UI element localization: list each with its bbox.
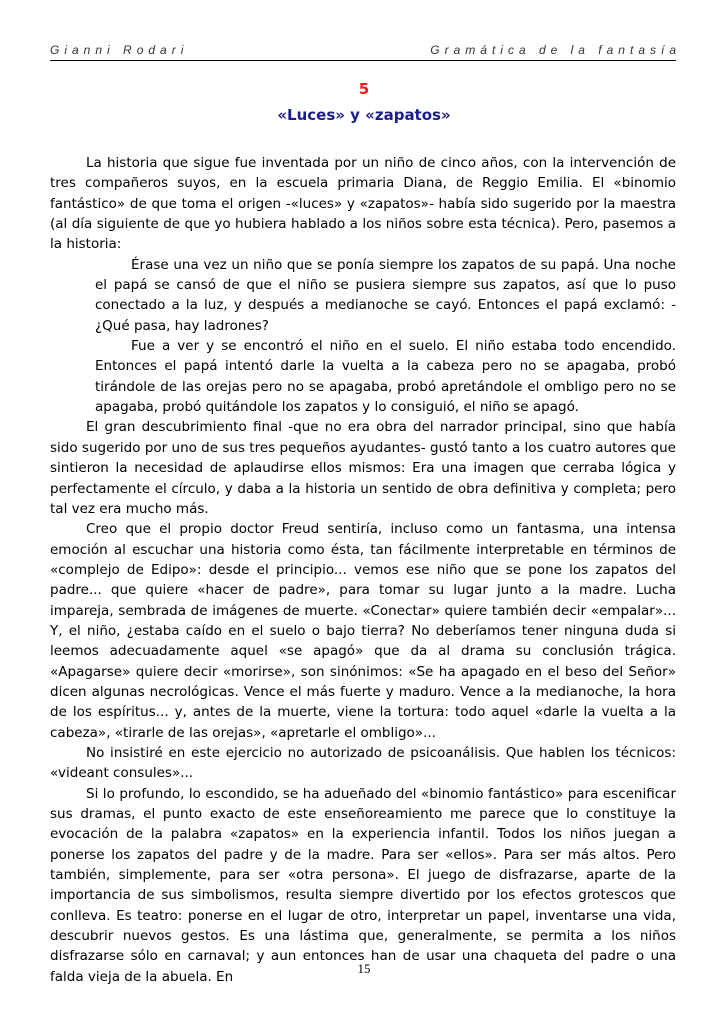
paragraph: La historia que sigue fue inventada por un niño de cinco años, con la intervención de tres compañeros suyos, en la escuela primaria Diana, de Reggio Emilia. El «binomio fantástico» de que toma el origen -«luces» y «zapatos»- había sido sugerido por la maestra (al día siguiente de que yo hubiera hablado a los niños sobre esta técnica). Pero, pasemos a la historia:: [50, 155, 676, 253]
chapter-number: 5: [358, 80, 370, 98]
paragraph: Si lo profundo, lo escondido, se ha adueñado del «binomio fantástico» para escenificar sus dramas, el punto exacto de este enseñoreamiento me parece que lo constituye la evocación de la palabra «zapatos» en la experiencia infantil. Todos los niños juegan a ponerse los zapatos del padre y de la madre. Para ser «ellos». Para ser más altos. Pero también, simplemente, para ser «otra persona». El juego de disfrazarse, aparte de la importancia de sus simbolismos, resulta siempre divertido por los efectos grotescos que conlleva. Es teatro: ponerse en el lugar de otro, interpretar un papel, inventarse una vida, descubrir nuevos gestos. Es una lástima que, generalmente, se permita a los niños disfrazarse sólo en carnaval; y aun entonces han de usar una chaqueta del padre o una falda vieja de la abuela. En: [50, 785, 676, 985]
page-number: 15: [357, 961, 371, 976]
story-quote-paragraph: Érase una vez un niño que se ponía siempre los zapatos de su papá. Una noche el papá se cansó de que el niño se pusiera siempre sus zapatos, así que lo puso conectado a la luz, y después a medianoche se cayó. Entonces el papá exclamó: -¿Qué pasa, hay ladrones?: [95, 256, 676, 334]
paragraph: Creo que el propio doctor Freud sentiría, incluso como un fantasma, una intensa emoción al escuchar una historia como ésta, tan fácilmente interpretable en términos de «complejo de Edipo»: desde el principio... vemos ese niño que se pone los zapatos del padre... que quiere «hacer de padre», para tomar su lugar junto a la madre. Lucha impareja, sembrada de imágenes de muerte. «Conectar» quiere también decir «empalar»... Y, el niño, ¿estaba caído en el suelo o bajo tierra? No deberíamos tener ninguna duda si leemos adecuadamente aquel «se apagó» que da al drama su conclusión trágica. «Apagarse» quiere decir «morirse», son sinónimos: «Se ha apagado en el beso del Señor» dicen algunas necrológicas. Vence el más fuerte y maduro. Vence a la medianoche, la hora de los espíritus... y, antes de la muerte, viene la tortura: todo aquel «darle la vuelta a la cabeza», «tirarle de las orejas», «apretarle el ombligo»...: [50, 521, 676, 741]
chapter-title: «Luces» y «zapatos»: [277, 106, 451, 124]
story-quote-paragraph: Fue a ver y se encontró el niño en el suelo. El niño estaba todo encendido. Entonces el papá intentó darle la vuelta a la cabeza pero no se apagaba, probó tirándole de las orejas pero no se apagaba, probó apretándole el ombligo pero no se apagaba, probó quitándole los zapatos y lo consiguió, el niño se apagó.: [95, 338, 676, 416]
running-header: [50, 42, 681, 61]
header-author: Gianni Rodari: [50, 43, 189, 57]
paragraph: No insistiré en este ejercicio no autorizado de psicoanálisis. Que hablen los técnicos: «videant consules»...: [50, 744, 676, 782]
body-text: [50, 153, 676, 987]
header-book-title: Gramática de la fantasía: [430, 43, 681, 57]
paragraph: El gran descubrimiento final -que no era obra del narrador principal, sino que había sido sugerido por uno de sus tres pequeños ayudantes- gustó tanto a los cuatro autores que sintieron la necesidad de aplaudirse ellos mismos: Era una imagen que cerraba lógica y perfectamente el círculo, y daba a la historia un sentido de obra definitiva y completa; pero tal vez era mucho más.: [50, 419, 676, 517]
